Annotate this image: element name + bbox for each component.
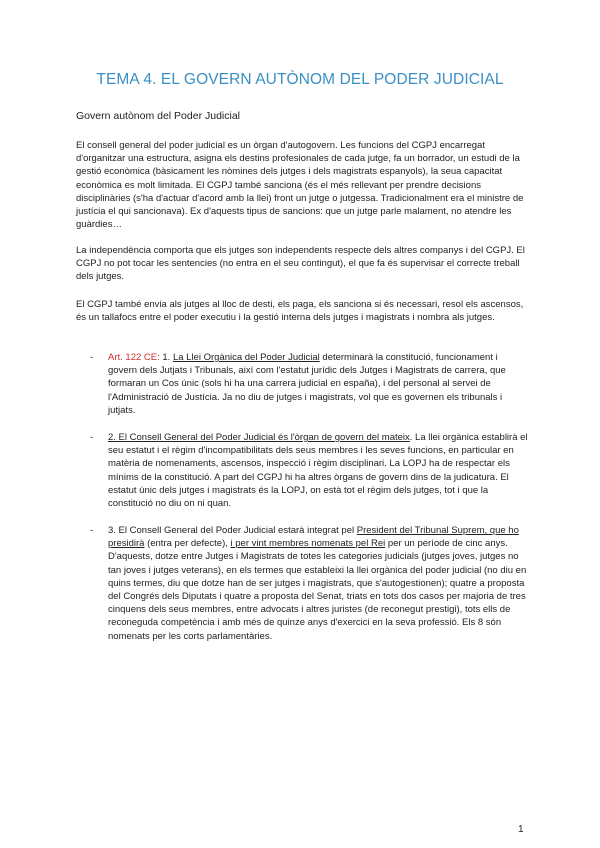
lopj-link[interactable]: La Llei Orgànica del Poder Judicial	[172, 352, 320, 363]
list-item-cgpj-organ	[76, 431, 528, 510]
list-item-text	[108, 524, 528, 643]
paragraph-independence: La independència comporta que els jutges son independents respecte dels altres companys i del CGPJ. El CGPJ no pot tocar les sentencies (no entra en el seu contingut), el que fa és supervisar el correcte treball dels jutges.	[76, 245, 525, 283]
list-item-art-122	[76, 351, 528, 417]
clause-intro: 3. El Consell General del Poder Judicial estarà integrat pel	[108, 525, 357, 536]
cgpj-organ-link[interactable]: 2. El Consell General del Poder Judicial és l'òrgan de govern del mateix	[108, 432, 410, 443]
page-title: TEMA 4. EL GOVERN AUTÒNOM DEL PODER JUDICIAL	[96, 71, 504, 88]
list-item-text	[108, 351, 528, 417]
clause-number: 1.	[159, 352, 173, 363]
clause-text: per un període de cinc anys. D'aquests, dotze entre Jutges i Magistrats de totes les categories judicials (jutges joves, jutges no tan joves i jutges veterans), en els termes que estableixi la llei orgànica del poder judicial (no diu en quins termes, diu que dotze han de ser jutges i magistrats, que s'autogestionen); quatre a proposta del Congrés dels Diputats i quatre a proposta del Senat, triats en tots dos casos per majoria de tres cinquens dels seus membres, entre advocats i altres juristes (de reconegut prestigi), tots ells de reconeguda competència i amb més de quinze anys d'exercici en la seva professió. Els 8 són nomenats per les corts parlamentàries.	[108, 538, 527, 642]
list-dash: -	[90, 352, 94, 363]
paragraph-cgpj-functions: El consell general del poder judicial es un òrgan d'autogovern. Les funcions del CGPJ encarregat d'organitzar una estructura, asigna els destins profesionales de cada jutge, fa un borrador, un estudi de la gestió econòmica (bàsicament les nòmines dels jutges i dels magistrats espanyols), la seua capacitat econòmica es molt limitada. El CGPJ també sanciona (és el més rellevant per prendre decisions disciplinàries (s'ha d'actuar d'acord amb la llei) front un jutge o jutgessa. Tradicionalment era el ministre de justícia el qui sancionava). Ex d'aquests tipus de sancions: que un jutge parle malament, no atendre les guàrdies…	[76, 140, 524, 231]
list-item-cgpj-composition	[76, 524, 528, 643]
president-link[interactable]: President del Tribunal Suprem, que ho presidirà	[108, 525, 519, 550]
page-number: 1	[518, 824, 524, 835]
list-item-text	[108, 431, 528, 510]
paragraph-cgpj-duties: El CGPJ també envia als jutges al lloc de desti, els paga, els sanciona si és necessari, resol els ascensos, és un tallafocs entre el poder executiu i la gestió interna dels jutges i magistrats i nombra als jutges.	[76, 299, 524, 324]
clause-text: determinarà la constitució, funcionament i govern dels Jutjats i Tribunals, així com l'estatut jurídic dels Jutges i Magistrats de carrera, que formaran un Cos únic (sols hi ha una carrera judicial en españa), i del personal al servei de l'Administració de Justícia. Ja no diu de jutges i magistrats, vol que es governen els tribunals i jutjats.	[108, 352, 506, 416]
list-dash: -	[90, 432, 94, 443]
section-subtitle: Govern autònom del Poder Judicial	[76, 110, 241, 122]
article-reference: Art. 122 CE:	[108, 352, 160, 363]
clause-text: . La llei orgànica establirà el seu estatut i el règim d'incompatibilitats dels seus membres i les seves funcions, en particular en matèria de nomenaments, ascensos, inspecció i règim disciplinari. La LOPJ ha de respectar els mínims de la constitució. A part del CGPJ hi ha altres òrgans de govern dins de la judicatura. El estatut únic dels jutges i magistrats és la LOPJ, on està tot el règim dels jutges, tot i que la constitució no diu on ni quan.	[108, 432, 528, 510]
list-dash: -	[90, 525, 94, 536]
members-link[interactable]: i per vint membres nomenats pel Rei	[230, 538, 386, 550]
clause-note: (entra per defecte),	[144, 538, 231, 550]
